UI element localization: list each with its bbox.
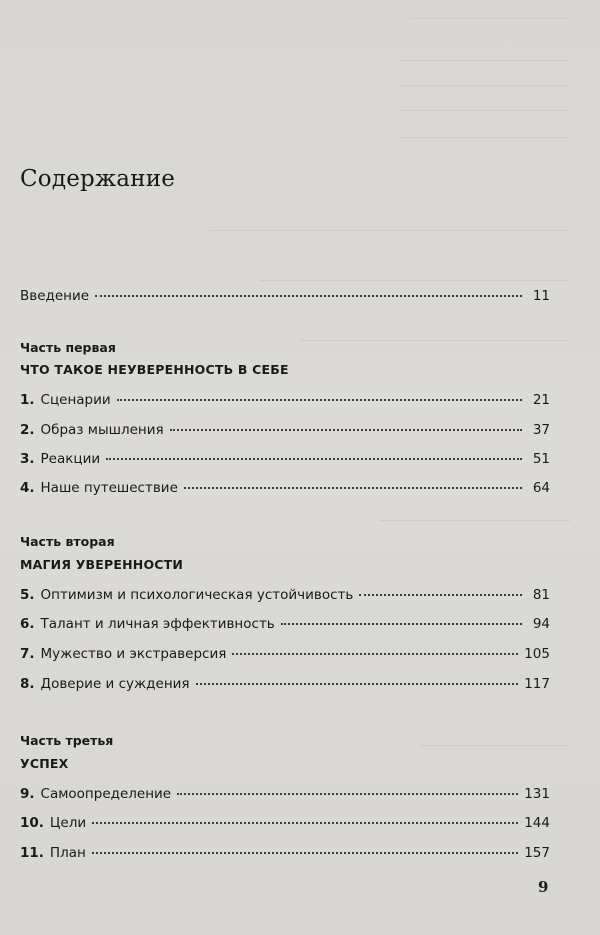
toc-entry	[20, 422, 550, 444]
toc-entry	[20, 786, 550, 808]
entry-page: 105	[524, 646, 550, 662]
entry-page: 21	[532, 392, 550, 408]
dot-leader	[196, 683, 519, 685]
chapter-number: 11.	[20, 845, 44, 861]
dot-leader	[184, 487, 522, 489]
dot-leader	[95, 295, 522, 297]
chapter-number: 4.	[20, 480, 35, 496]
part-label: Часть первая	[20, 340, 116, 355]
dot-leader	[170, 429, 522, 431]
entry-label: Сценарии	[40, 392, 111, 408]
toc-entry	[20, 451, 550, 473]
bleed-through-line	[400, 110, 570, 111]
bleed-through-line	[210, 230, 570, 231]
entry-label: Введение	[20, 288, 90, 304]
toc-entry	[20, 676, 550, 698]
chapter-number: 9.	[20, 786, 35, 802]
toc-entry-intro	[20, 288, 550, 310]
entry-label: План	[49, 845, 86, 861]
entry-page: 11	[532, 288, 550, 304]
entry-page: 131	[524, 786, 550, 802]
part-title: МАГИЯ УВЕРЕННОСТИ	[20, 557, 184, 572]
entry-label: Оптимизм и психологическая устойчивость	[40, 587, 354, 603]
bleed-through-line	[380, 520, 570, 521]
chapter-number: 8.	[20, 676, 35, 692]
dot-leader	[281, 623, 522, 625]
entry-label: Реакции	[40, 451, 101, 467]
dot-leader	[92, 852, 518, 854]
toc-entry	[20, 616, 550, 638]
entry-label: Самоопределение	[40, 786, 172, 802]
chapter-number: 3.	[20, 451, 35, 467]
entry-label: Талант и личная эффективность	[40, 616, 275, 632]
entry-page: 94	[532, 616, 550, 632]
bleed-through-line	[400, 60, 570, 61]
entry-label: Образ мышления	[40, 422, 164, 438]
part-title: УСПЕХ	[20, 756, 69, 771]
part-label: Часть вторая	[20, 534, 115, 549]
entry-page: 37	[532, 422, 550, 438]
chapter-number: 1.	[20, 392, 35, 408]
chapter-number: 6.	[20, 616, 35, 632]
toc-entry	[20, 815, 550, 837]
dot-leader	[359, 594, 522, 596]
chapter-number: 7.	[20, 646, 35, 662]
entry-label: Цели	[49, 815, 87, 831]
toc-entry	[20, 392, 550, 414]
toc-entry	[20, 845, 550, 867]
bleed-through-line	[400, 137, 570, 138]
entry-label: Доверие и суждения	[40, 676, 190, 692]
toc-entry	[20, 587, 550, 609]
dot-leader	[92, 822, 518, 824]
contents-heading: Содержание	[20, 166, 176, 192]
chapter-number: 2.	[20, 422, 35, 438]
bleed-through-line	[260, 280, 570, 281]
dot-leader	[106, 458, 522, 460]
part-label: Часть третья	[20, 733, 114, 748]
chapter-number: 5.	[20, 587, 35, 603]
entry-label: Наше путешествие	[40, 480, 178, 496]
entry-page: 144	[524, 815, 550, 831]
entry-page: 64	[532, 480, 550, 496]
part-title: ЧТО ТАКОЕ НЕУВЕРЕННОСТЬ В СЕБЕ	[20, 362, 289, 377]
bleed-through-line	[420, 745, 570, 746]
dot-leader	[177, 793, 518, 795]
dot-leader	[232, 653, 518, 655]
entry-page: 157	[524, 845, 550, 861]
dot-leader	[117, 399, 522, 401]
entry-page: 81	[532, 587, 550, 603]
page-number: 9	[538, 878, 549, 896]
entry-page: 51	[532, 451, 550, 467]
entry-page: 117	[524, 676, 550, 692]
toc-entry	[20, 480, 550, 502]
bleed-through-line	[400, 85, 570, 86]
bleed-through-line	[300, 340, 570, 341]
bleed-through-line	[410, 18, 570, 19]
entry-label: Мужество и экстраверсия	[40, 646, 227, 662]
chapter-number: 10.	[20, 815, 44, 831]
toc-entry	[20, 646, 550, 668]
